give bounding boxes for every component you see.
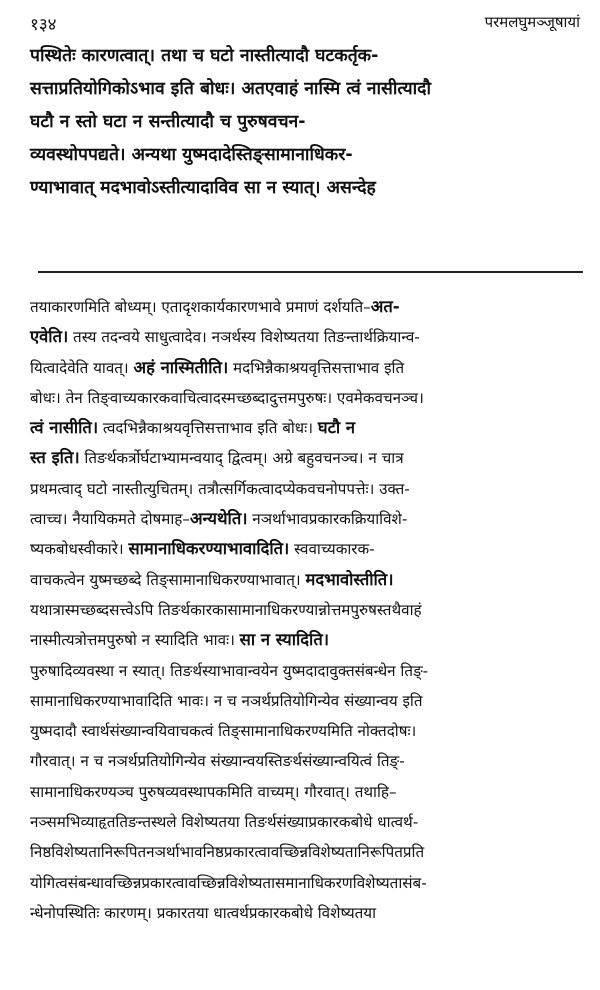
commentary-line: नास्मीत्यत्रोत्तमपुरुषो न स्यादिति भावः। सा न स्यादिति।: [30, 630, 329, 650]
page-number: १३४: [30, 15, 57, 35]
commentary: [30, 292, 582, 928]
commentary-line: न्धेनोपस्थितिः कारणम्। प्रकारतया धात्वर्थप्रकारकबोधे विशेष्यतया: [30, 903, 377, 922]
commentary-line: स्त इति। तिङर्थकर्त्रोर्घटाभ्यामन्वयाद् द्वित्वम्। अग्रे बहुवचनञ्च। न चात्र: [30, 448, 404, 468]
running-title: परमलघुमञ्जूषायां: [484, 13, 580, 31]
commentary-line: तयाकारणमिति बोध्यम्। एतादृशकार्यकारणभावे प्रमाणं दर्शयति–अत-: [30, 297, 400, 316]
main-text-line: घटौ न स्तो घटा न सन्तीत्यादौ च पुरुषवचन-: [30, 112, 306, 132]
page-header: [30, 10, 580, 36]
commentary-line: योगित्वसंबन्धावच्छिन्नप्रकारत्वावच्छिन्नविशेष्यतासमानाधिकरणविशेष्यतासंब-: [30, 873, 427, 892]
main-text-line: व्यवस्थोपपद्यते। अन्यथा युष्मदादेस्तिङ्सामानाधिकर-: [30, 145, 353, 165]
commentary-line: सामानाधिकरण्यञ्च पुरुषव्यवस्थापकमिति वाच्यम्। गौरवात्। तथाहि–: [30, 782, 397, 801]
commentary-line: ष्यकबोधस्वीकारे। सामानाधिकरण्याभावादिति। स्ववाच्यकारक-: [30, 539, 375, 559]
main-text-line: ण्याभावात् मदभावोऽस्तीत्यादाविव सा न स्यात्। असन्देह: [30, 178, 376, 198]
commentary-line: निष्ठविशेष्यतानिरूपितनञर्थाभावनिष्ठप्रकारत्वावच्छिन्नविशेष्यतानिरूपितप्रति: [30, 843, 425, 862]
section-divider: [38, 271, 583, 273]
commentary-line: प्रथमत्वाद् घटो नास्तीत्युचितम्। तत्रौत्सर्गिकत्वादप्येकवचनोपपत्तेः। उक्त-: [30, 479, 410, 498]
commentary-line: वाचकत्वेन युष्मच्छब्दे तिङ्सामानाधिकरण्याभावात्। मदभावोस्तीति।: [30, 569, 394, 589]
commentary-line: नञ्समभिव्याहृततिङन्तस्थले विशेष्यतया तिङर्थसंख्याप्रकारकबोधे धात्वर्थ-: [30, 813, 419, 832]
commentary-line: सामानाधिकरण्याभावादिति भावः। न च नञर्थप्रतियोगिन्येव संख्यान्वय इति: [30, 691, 423, 710]
commentary-line: पुरुषादिव्यवस्था न स्यात्। तिङर्थस्याभावान्वयेन युष्मदादावुक्तसंबन्धेन तिङ्-: [30, 661, 429, 680]
commentary-line: युष्मदादौ स्वार्थसंख्यान्वयिवाचकत्वं तिङ्सामानाधिकरण्यमिति नोक्तदोषः।: [30, 722, 417, 741]
main-text: [30, 40, 580, 205]
commentary-line: त्वाच्च। नैयायिकमते दोषमाह–अन्यथेति। नञर्थाभावप्रकारकक्रियाविशे-: [30, 509, 408, 529]
commentary-line: यथात्रास्मच्छब्दसत्त्वेऽपि तिङर्थकारकासामानाधिकरण्यान्नोत्तमपुरुषस्तथैवाहं: [30, 600, 422, 619]
commentary-line: यित्वादेवेति यावत्। अहं नास्मितीति। मदभिन्नैकाश्रयवृत्तिसत्ताभाव इति: [30, 357, 405, 377]
commentary-line: गौरवात्। न च नञर्थप्रतियोगिन्येव संख्यान्वयस्तिङर्थसंख्यान्वयित्वं तिङ्-: [30, 752, 405, 771]
commentary-line: त्वं नासीति। त्वदभिन्नैकाश्रयवृत्तिसत्ताभाव इति बोधः। घटौ न: [30, 418, 356, 438]
commentary-line: एवेति। तस्य तदन्वये साधुत्वादेव। नञर्थस्य विशेष्यतया तिङन्तार्थक्रियान्व-: [30, 327, 420, 347]
main-text-line: पस्थितेः कारणत्वात्। तथा च घटो नास्तीत्यादौ घटकर्तृक-: [30, 46, 379, 66]
main-text-line: सत्ताप्रतियोगिकोऽभाव इति बोधः। अतएवाहं नास्मि त्वं नासीत्यादौ: [30, 79, 431, 99]
commentary-line: बोधः। तेन तिङ्वाच्यकारकवाचित्वादस्मच्छब्दादुत्तमपुरुषः। एवमेकवचनञ्च।: [30, 388, 424, 407]
